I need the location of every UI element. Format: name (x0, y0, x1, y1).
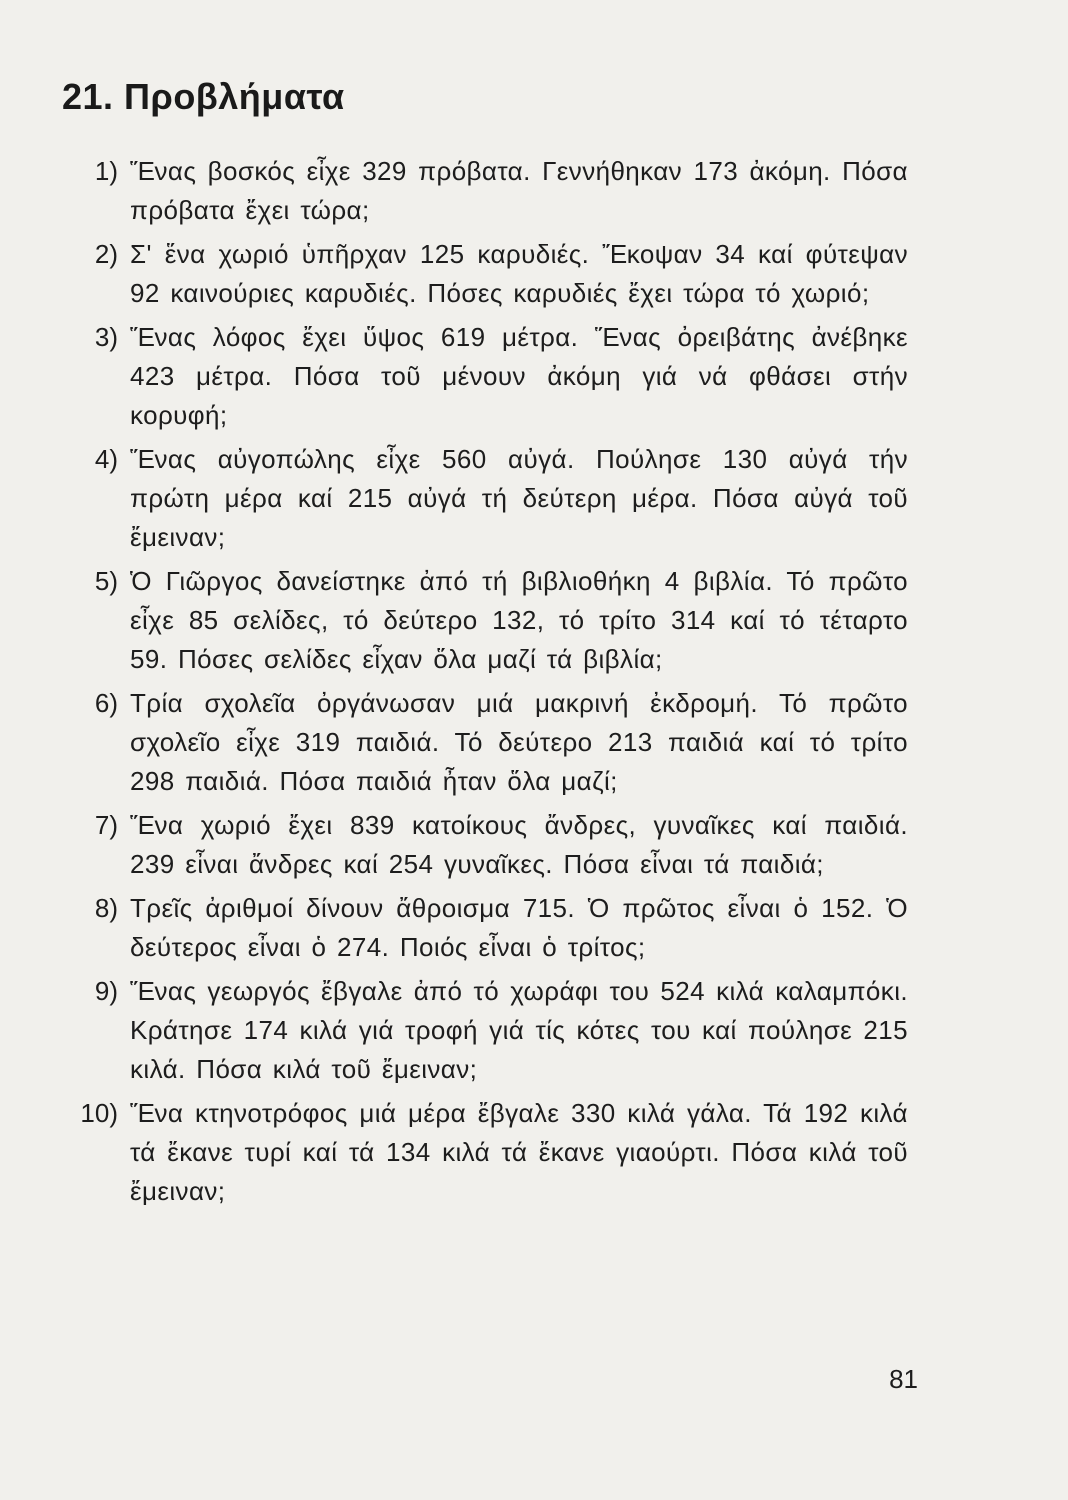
problem-number: 3) (94, 322, 118, 352)
problem-item (58, 562, 908, 679)
problem-number: 1) (94, 156, 118, 186)
problem-number: 10) (80, 1098, 118, 1128)
problem-text: Τρεῖς ἀριθμοί δίνουν ἄθροισμα 715. Ὁ πρῶτος εἶναι ὁ 152. Ὁ δεύτερος εἶναι ὁ 274. Ποιός εἶναι ὁ τρίτος; (130, 893, 908, 962)
problem-number: 9) (94, 976, 118, 1006)
section-title: 21. Προβλήματα (62, 76, 345, 117)
problem-item (58, 440, 908, 557)
problem-number: 4) (94, 444, 118, 474)
problem-text: Ἕνας λόφος ἔχει ὕψος 619 μέτρα. Ἕνας ὀρειβάτης ἀνέβηκε 423 μέτρα. Πόσα τοῦ μένουν ἀκόμη γιά νά φθάσει στήν κορυφή; (130, 322, 908, 430)
problem-text: Ὁ Γιῶργος δανείστηκε ἀπό τή βιβλιοθήκη 4 βιβλία. Τό πρῶτο εἶχε 85 σελίδες, τό δεύτερο 132, τό τρίτο 314 καί τό τέταρτο 59. Πόσες σελίδες εἶχαν ὅλα μαζί τά βιβλία; (130, 566, 908, 674)
problem-number: 8) (94, 893, 118, 923)
problem-text: Ἕνα χωριό ἔχει 839 κατοίκους ἄνδρες, γυναῖκες καί παιδιά. 239 εἶναι ἄνδρες καί 254 γυναῖκες. Πόσα εἶναι τά παιδιά; (130, 810, 908, 879)
problem-item (58, 806, 908, 884)
problem-item (58, 972, 908, 1089)
problem-text: Τρία σχολεῖα ὀργάνωσαν μιά μακρινή ἐκδρομή. Τό πρῶτο σχολεῖο εἶχε 319 παιδιά. Τό δεύτερο 213 παιδιά καί τό τρίτο 298 παιδιά. Πόσα παιδιά ἦταν ὅλα μαζί; (130, 688, 908, 796)
problem-text: Σ' ἕνα χωριό ὑπῆρχαν 125 καρυδιές. Ἔκοψαν 34 καί φύτεψαν 92 καινούριες καρυδιές. Πόσες καρυδιές ἔχει τώρα τό χωριό; (130, 239, 908, 308)
problem-item (58, 235, 908, 313)
problem-number: 7) (94, 810, 118, 840)
problem-number: 6) (94, 688, 118, 718)
problem-number: 5) (94, 566, 118, 596)
problem-list (58, 152, 908, 1216)
problem-text: Ἕνας αὐγοπώλης εἶχε 560 αὐγά. Πούλησε 130 αὐγά τήν πρώτη μέρα καί 215 αὐγά τή δεύτερη μέρα. Πόσα αὐγά τοῦ ἔμειναν; (130, 444, 908, 552)
problem-number: 2) (94, 239, 118, 269)
problem-item (58, 1094, 908, 1211)
problem-item (58, 889, 908, 967)
problem-text: Ἕνας βοσκός εἶχε 329 πρόβατα. Γεννήθηκαν 173 ἀκόμη. Πόσα πρόβατα ἔχει τώρα; (130, 156, 908, 225)
problem-item (58, 152, 908, 230)
problem-text: Ἕνας γεωργός ἔβγαλε ἀπό τό χωράφι του 524 κιλά καλαμπόκι. Κράτησε 174 κιλά γιά τροφή γιά τίς κότες του καί πούλησε 215 κιλά. Πόσα κιλά τοῦ ἔμειναν; (130, 976, 908, 1084)
page-number: 81 (889, 1364, 918, 1394)
problem-item (58, 684, 908, 801)
problem-item (58, 318, 908, 435)
problem-text: Ἕνα κτηνοτρόφος μιά μέρα ἔβγαλε 330 κιλά γάλα. Τά 192 κιλά τά ἔκανε τυρί καί τά 134 κιλά τά ἔκανε γιαούρτι. Πόσα κιλά τοῦ ἔμειναν; (130, 1098, 908, 1206)
